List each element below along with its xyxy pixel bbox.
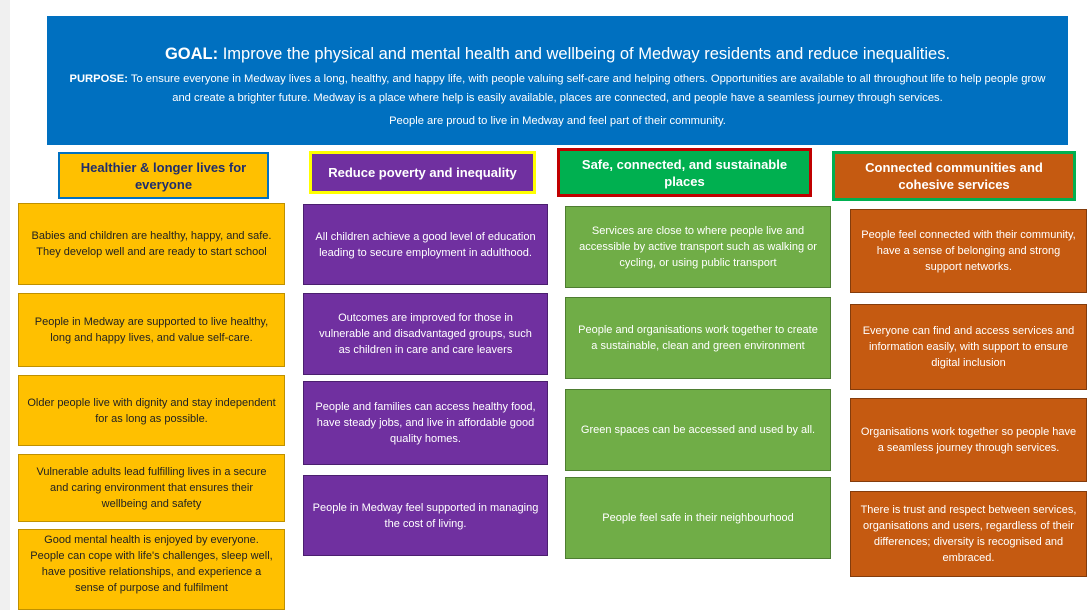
- page-left-edge: [0, 0, 10, 610]
- purpose-text: To ensure everyone in Medway lives a long, healthy, and happy life, with people valuing self-care and helping others. Opportunities are available to all throughout life to help people grow and create a brighter future. Medway is a place where help is easily available, places are connected, and people have a seamless journey through services.: [130, 73, 1046, 104]
- column-header-healthier-lives: Healthier & longer lives for everyone: [58, 152, 269, 199]
- goal-statement: [67, 44, 1048, 64]
- outcome-box: People and families can access healthy food, have steady jobs, and live in affordable good quality homes.: [303, 381, 548, 465]
- purpose-statement: [67, 70, 1048, 108]
- outcome-box: Organisations work together so people have a seamless journey through services.: [850, 398, 1087, 482]
- goal-label: GOAL:: [164, 45, 219, 63]
- outcome-box: Everyone can find and access services and information easily, with support to ensure digital inclusion: [850, 304, 1087, 390]
- goal-banner: [47, 16, 1068, 145]
- outcome-box: Vulnerable adults lead fulfilling lives in a secure and caring environment that ensures their wellbeing and safety: [18, 454, 285, 522]
- outcome-box: All children achieve a good level of education leading to secure employment in adulthood.: [303, 204, 548, 285]
- outcome-box: People in Medway feel supported in managing the cost of living.: [303, 475, 548, 556]
- outcome-box: People feel safe in their neighbourhood: [565, 477, 831, 559]
- outcome-box: Green spaces can be accessed and used by all.: [565, 389, 831, 471]
- outcome-box: Outcomes are improved for those in vulnerable and disadvantaged groups, such as children in care and care leavers: [303, 293, 548, 375]
- purpose-label: PURPOSE:: [69, 73, 128, 85]
- outcome-box: Services are close to where people live and accessible by active transport such as walking or cycling, or using public transport: [565, 206, 831, 288]
- column-header-safe-places: Safe, connected, and sustainable places: [557, 148, 812, 197]
- outcome-box: People in Medway are supported to live healthy, long and happy lives, and value self-care.: [18, 293, 285, 367]
- outcome-box: People feel connected with their community, have a sense of belonging and strong support networks.: [850, 209, 1087, 293]
- outcome-box: Good mental health is enjoyed by everyone. People can cope with life's challenges, sleep well, have positive relationships, and experience a sense of purpose and fulfilment: [18, 529, 285, 610]
- outcome-box: People and organisations work together to create a sustainable, clean and green environment: [565, 297, 831, 379]
- column-header-reduce-poverty: Reduce poverty and inequality: [309, 151, 536, 194]
- outcome-box: There is trust and respect between services, organisations and users, regardless of their differences; diversity is recognised and embraced.: [850, 491, 1087, 577]
- outcome-box: Babies and children are healthy, happy, and safe. They develop well and are ready to start school: [18, 203, 285, 285]
- outcome-box: Older people live with dignity and stay independent for as long as possible.: [18, 375, 285, 446]
- proud-statement: People are proud to live in Medway and feel part of their community.: [389, 115, 726, 127]
- goal-text: Improve the physical and mental health and wellbeing of Medway residents and reduce inequalities.: [222, 45, 951, 63]
- column-header-connected-communities: Connected communities and cohesive services: [832, 151, 1076, 201]
